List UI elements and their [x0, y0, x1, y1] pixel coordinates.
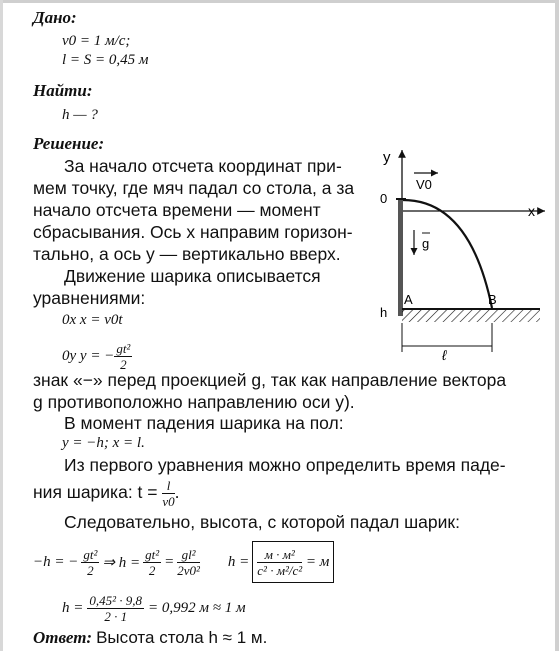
- given-heading: Дано:: [33, 8, 77, 27]
- para5-line1: Из первого уравнения можно определить время паде-: [64, 455, 506, 475]
- y-axis-label: y: [383, 149, 391, 166]
- scan-edge-top: [0, 0, 559, 3]
- para1-line2: мем точку, где мяч падал со стола, а за: [33, 178, 355, 198]
- equation-y-fraction: $\frac{\text{gt²}}{2}$: [116, 341, 131, 372]
- table-edge: [398, 198, 403, 316]
- para3-line2: g противоположно направлению оси y).: [33, 392, 355, 412]
- scan-edge-right: [555, 0, 559, 651]
- ground-hatch: [402, 310, 540, 322]
- para1-line1: За начало отсчета координат при-: [64, 156, 342, 176]
- para3-line1: знак «−» перед проекцией g, так как направление вектора: [33, 370, 507, 390]
- eq-h3: =: [164, 553, 175, 570]
- para5-line2-text: ния шарика: t =: [33, 482, 158, 503]
- scan-edge-left: [0, 0, 3, 651]
- equation-y: [62, 341, 132, 372]
- find-heading: Найти:: [33, 81, 93, 100]
- equation-fall: y = −h; x = l.: [62, 435, 145, 451]
- height-label: h: [380, 305, 388, 320]
- calc-lhs: h =: [62, 599, 84, 616]
- answer-text: Высота стола h ≈ 1 м.: [96, 628, 268, 647]
- origin-label: 0: [380, 191, 388, 206]
- trajectory-diagram: [370, 140, 555, 365]
- unit-bracket: [252, 541, 334, 583]
- point-b-label: B: [488, 292, 497, 307]
- calc-result: = 0,992 м ≈ 1 м: [148, 599, 246, 616]
- calc-fraction: $\frac{\text{0,45² · 9,8}}{2 \cdot 1}$: [89, 592, 143, 624]
- equation-y-lhs: 0y y = −: [62, 347, 115, 364]
- answer-line: [33, 628, 267, 648]
- time-fraction: $\frac{l}{v0}$: [162, 478, 175, 509]
- eq-h1: −h = −: [33, 553, 79, 570]
- trajectory-curve: [403, 200, 492, 308]
- para2-line1: Движение шарика описывается: [64, 266, 321, 286]
- height-calculation: [62, 588, 246, 628]
- distance-label: ℓ: [442, 347, 447, 363]
- para2-line2: уравнениями:: [33, 288, 146, 308]
- equation-x: 0x x = v0t: [62, 312, 123, 328]
- para5-line2: ния шарика: t = $\frac{l}{v0}$ .: [33, 478, 180, 509]
- x-axis-label: x: [528, 203, 535, 219]
- para1-line5: тально, а ось y — вертикально вверх.: [33, 244, 341, 264]
- para4: В момент падения шарика на пол:: [64, 413, 344, 433]
- solution-heading: Решение:: [33, 134, 105, 153]
- point-a-label: A: [404, 292, 413, 307]
- unit-h: h =: [227, 553, 250, 570]
- answer-label: Ответ:: [33, 628, 93, 647]
- given-velocity: v0 = 1 м/с;: [62, 33, 131, 49]
- given-distance: l = S = 0,45 м: [62, 52, 149, 68]
- eq-h2-fraction: $\frac{\text{gt²}}{2}$: [145, 546, 160, 578]
- velocity-label: V0: [416, 177, 432, 192]
- eq-h2: ⇒ h =: [102, 554, 141, 571]
- para6: Следовательно, высота, с которой падал шарик:: [64, 512, 460, 532]
- eq-h3-fraction: $\frac{\text{gl²}}{\text{2v0²}}$: [177, 546, 200, 578]
- find-target: h — ?: [62, 107, 98, 123]
- para1-line3: начало отсчета времени — момент: [33, 200, 321, 220]
- gravity-label: g: [422, 236, 430, 251]
- para1-line4: сбрасывания. Ось x направим горизон-: [33, 222, 353, 242]
- eq-h1-fraction: $\frac{\text{gt²}}{2}$: [83, 546, 98, 578]
- unit-fraction: $\frac{\text{м · м²}}{\text{c² · м²/c²}}$: [257, 547, 303, 579]
- unit-result: = м: [305, 554, 330, 570]
- height-derivation: [33, 540, 334, 584]
